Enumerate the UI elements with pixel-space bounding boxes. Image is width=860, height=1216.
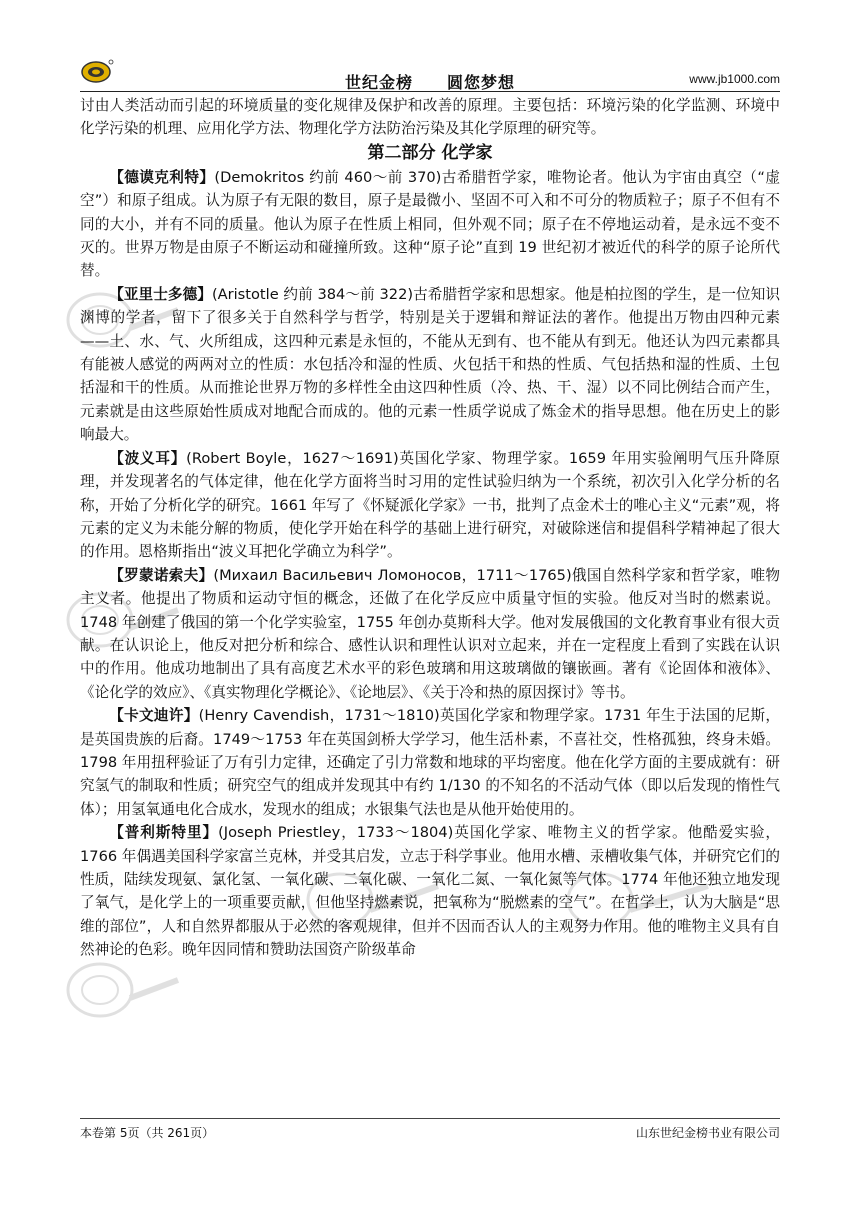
chemist-name: 【波义耳】 <box>109 449 187 467</box>
chemist-description: (Joseph Priestley，1733～1804)英国化学家、唯物主义的哲学家。他酷爱实验，1766 年偶遇美国科学家富兰克林，并受其启发，立志于科学事业。他用水槽、汞槽收集气体，并研究它们的性质，陆续发现氨、氯化氢、一氧化碳、二氧化碳、一氧化二氮、一氧化氮等气体。1774 年他还独立地发现了氧气，是化学上的一项重要贡献，但他坚持燃素说，把氧称为“脱燃素的空气”。在哲学上，认为大脑是“思维的部位”，人和自然界都服从于必然的客观规律，但并不因而否认人的主观努力作用。他的唯物主义具有自然神论的色彩。晚年因同情和赞助法国资产阶级革命 <box>80 824 780 959</box>
chemist-description: (Demokritos 约前 460～前 370)古希腊哲学家，唯物论者。他认为宇宙由真空（“虚空”）和原子组成。认为原子有无限的数目，原子是最微小、坚固不可入和不可分的物质粒子；原子不但有不同的大小，并有不同的质量。他认为原子在性质上相同，但外观不同；原子在不停地运动着，是永远不变不灭的。世界万物是由原子不断运动和碰撞所致。这种“原子论”直到 19 世纪初才被近代的科学的原子论所代替。 <box>80 168 780 280</box>
header-divider <box>80 91 780 92</box>
chemist-description: (Henry Cavendish，1731～1810)英国化学家和物理学家。1731 年生于法国的尼斯，是英国贵族的后裔。1749～1753 年在英国剑桥大学学习，他生活朴素，不喜社交，性格孤独，终身未婚。1798 年用扭秤验证了万有引力定律，还确定了引力常数和地球的平均密度。他在化学方面的主要成就有：研究氢气的制取和性质；研究空气的组成并发现其中有约 1/130 的不知名的不活动气体（即以后发现的惰性气体）；用氢氧通电化合成水，发现水的组成；水银集气法也是从他开始使用的。 <box>80 707 780 818</box>
chemist-description: (Robert Boyle，1627～1691)英国化学家、物理学家。1659 年用实验阐明气压升降原理，并发现著名的气体定律，他在化学方面将当时习用的定性试验归纳为一个系统，初次引入化学分析的名称，开始了分析化学的研究。1661 年写了《怀疑派化学家》一书，批判了点金术士的唯心主义“元素”观，将元素的定义为未能分解的物质，使化学开始在科学的基础上进行研究，对破除迷信和提倡科学精神起了很大的作用。恩格斯指出“波义耳把化学确立为科学”。 <box>80 449 780 561</box>
document-body <box>80 94 780 962</box>
entry-paragraph <box>80 166 780 283</box>
watermark-logo <box>60 950 180 1030</box>
intro-paragraph: 讨由人类活动而引起的环境质量的变化规律及保护和改善的原理。主要包括：环境污染的化学监测、环境中化学污染的机理、应用化学方法、物理化学方法防治污染及其化学原理的研究等。 <box>80 97 780 138</box>
chemist-name: 【卡文迪许】 <box>109 707 199 725</box>
section-title: 第二部分 化学家 <box>367 142 493 163</box>
entry-paragraph <box>80 564 780 704</box>
chemist-description: (Aristotle 约前 384～前 322)古希腊哲学家和思想家。他是柏拉图的学生，是一位知识渊博的学者，留下了很多关于自然科学与哲学，特别是关于逻辑和辩证法的著作。他提出万物由四种元素——土、水、气、火所组成，这四种元素是永恒的，不能从无到有、也不能从有到无。他还认为四元素都具有能被人感觉的两两对立的性质：水包括冷和湿的性质、火包括干和热的性质、气包括热和湿的性质、土包括湿和干的性质。从而推论世界万物的多样性全由这四种性质（冷、热、干、湿）以不同比例结合而产生，元素就是由这些原始性质成对地配合而成的。他的元素一性质学说成了炼金术的指导思想。他在历史上的影响最大。 <box>80 285 780 444</box>
chemist-description: (Михаил Васильевич Ломоносов，1711～1765)俄国自然科学家和哲学家，唯物主义者。他提出了物质和运动守恒的概念，还做了在化学反应中质量守恒的实验。他反对当时的燃素说。1748 年创建了俄国的第一个化学实验室，1755 年创办莫斯科大学。他对发展俄国的文化教育事业有很大贡献。在认识论上，他反对把分析和综合、感性认识和理性认识对立起来，并在一定程度上看到了实践在认识中的作用。他成功地制出了具有高度艺术水平的彩色玻璃和用这玻璃做的镶嵌画。著有《论固体和液体》、《论化学的效应》、《真实物理化学概论》、《论地层》、《关于冷和热的原因探讨》等书。 <box>80 566 780 701</box>
page-header <box>80 58 780 92</box>
entry-paragraph <box>80 821 780 961</box>
entry-paragraph <box>80 704 780 821</box>
header-title: 世纪金榜 圆您梦想 <box>344 73 515 92</box>
chemist-name: 【亚里士多德】 <box>109 285 212 303</box>
publisher-name: 山东世纪金榜书业有限公司 <box>635 1126 780 1140</box>
entry-paragraph <box>80 283 780 447</box>
page-number: 本卷第 5页（共 261页） <box>80 1126 215 1140</box>
header-url[interactable]: www.jb1000.com <box>689 72 780 86</box>
chemist-name: 【普利斯特里】 <box>109 824 219 842</box>
footer-divider <box>80 1118 780 1119</box>
chemist-name: 【德谟克利特】 <box>109 168 215 186</box>
entry-paragraph <box>80 447 780 564</box>
chemist-name: 【罗蒙诺索夫】 <box>109 566 214 584</box>
